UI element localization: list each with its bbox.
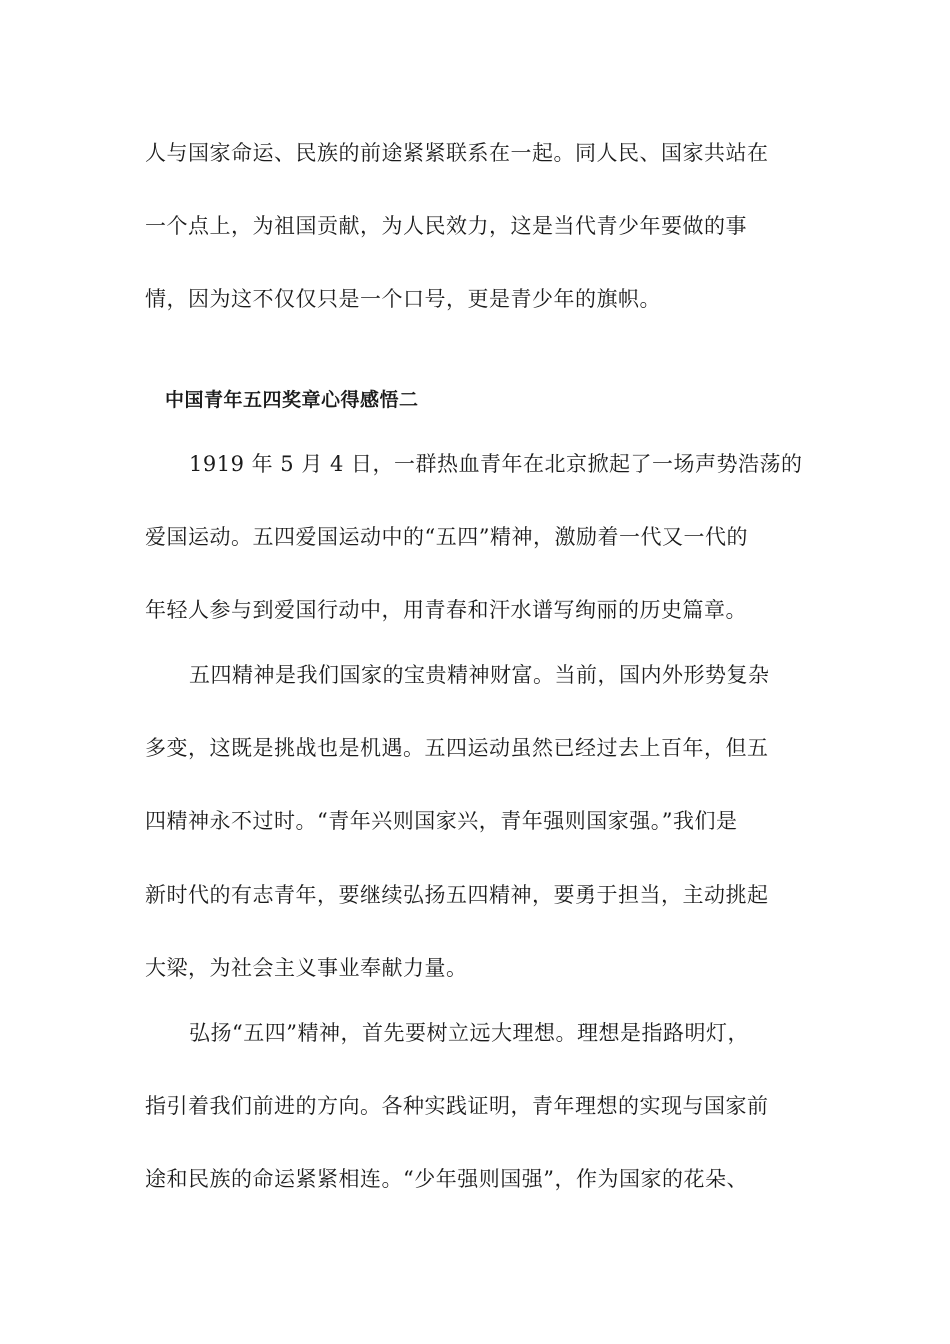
paragraph-line: 爱国运动。五四爱国运动中的“五四”精神，激励着一代又一代的 — [145, 525, 748, 549]
paragraph-line: 多变，这既是挑战也是机遇。五四运动虽然已经过去上百年，但五 — [145, 736, 769, 760]
paragraph-line: 年轻人参与到爱国行动中，用青春和汗水谱写绚丽的历史篇章。 — [145, 598, 747, 622]
paragraph-line: 人与国家命运、民族的前途紧紧联系在一起。同人民、国家共站在 — [145, 141, 769, 165]
paragraph-line: 一个点上，为祖国贡献，为人民效力，这是当代青少年要做的事 — [145, 214, 747, 238]
paragraph-line: 大梁，为社会主义事业奉献力量。 — [145, 956, 468, 980]
paragraph-line: 途和民族的命运紧紧相连。“少年强则国强”，作为国家的花朵、 — [145, 1167, 748, 1191]
paragraph-line: 五四精神是我们国家的宝贵精神财富。当前，国内外形势复杂 — [189, 663, 770, 687]
paragraph-line: 指引着我们前进的方向。各种实践证明，青年理想的实现与国家前 — [145, 1094, 769, 1118]
paragraph-line: 1919 年 5 月 4 日，一群热血青年在北京掀起了一场声势浩荡的 — [189, 452, 803, 476]
paragraph-line: 情，因为这不仅仅只是一个口号，更是青少年的旗帜。 — [145, 287, 661, 311]
paragraph-line: 四精神永不过时。“青年兴则国家兴，青年强则国家强。”我们是 — [145, 809, 738, 833]
paragraph-line: 弘扬“五四”精神，首先要树立远大理想。理想是指路明灯， — [189, 1021, 749, 1045]
section-heading: 中国青年五四奖章心得感悟二 — [165, 389, 419, 411]
paragraph-line: 新时代的有志青年，要继续弘扬五四精神，要勇于担当，主动挑起 — [145, 883, 769, 907]
